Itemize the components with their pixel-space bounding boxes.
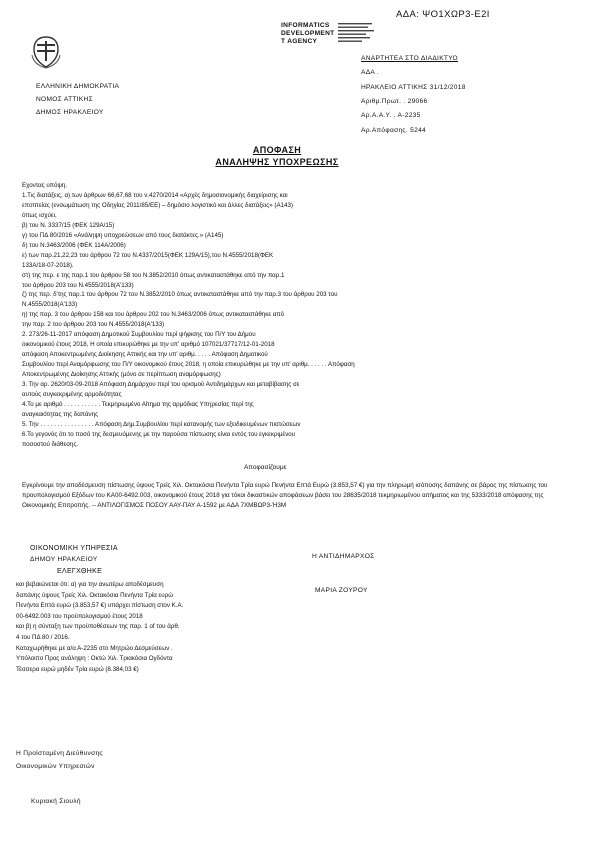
signatory-name: ΜΑΡΙΑ ΖΟΥΡΟΥ (315, 587, 368, 594)
issuer-line-2: ΝΟΜΟΣ ΑΤΤΙΚΗΣ (36, 96, 93, 103)
consideration-line: 1.Τις διατάξεις, α) των άρθρων 66,67,68 του ν.4270/2014 «Αρχές δημοσιονομικής διαχείρισης και (22, 191, 288, 199)
head-of-services-name: Κυριακή Σιουλή (31, 798, 81, 805)
finance-service-line-1: ΟΙΚΟΝΟΜΙΚΗ ΥΠΗΡΕΣΙΑ (30, 545, 118, 552)
checked-stamp: ΕΛΕΓΧΘΗΚΕ (57, 568, 103, 575)
issuer-line-3: ΔΗΜΟΣ ΗΡΑΚΛΕΙΟΥ (36, 109, 104, 116)
consideration-line: γ) του ΠΔ 80/2016 «Ανάληψη υποχρεώσεων από τους διατάκτες.» (Α145) (22, 231, 224, 239)
head-of-services-line-1: Η Προϊσταμένη Διεύθυνσης (16, 750, 103, 757)
finance-service-line-2: ΔΗΜΟΥ ΗΡΑΚΛΕΙΟΥ (30, 556, 98, 563)
approval-paragraph: Εγκρίνουμε την αποδέσμευση πίστωσης ύψους Τρείς Χιλ. Οκτακόσια Πενήντα Τρία ευρώ Πενήντα Επτά Ευρώ (3.853,57 €) για την πληρωμή ισόποσης δαπάνης σε βάρος της πίστωσης του προυπολογισμού Εξόδων του ΚΑ00-6492.003, οικονομικού έτους 2018 για τόκοι δικαστικών αποφάσεων βάσει του 28635/2018 τεκμηριωμένου αιτήματος και της 5333/2018 απόφασης της Οικονομικής Επιτροπής. -- ΑΝΤΙΛΟΓΙΣΜΟΣ ΠΟΣΟΥ ΑΑΥ-ΠΑΥ Α-1592 με ΑΔΑ 7ΧΜΒΩΡ3-Ή3Μ (22, 482, 548, 509)
page-title: ΑΠΟΦΑΣΗ (252, 145, 302, 155)
certification-line: Πενήντα Επτά ευρώ (3.853,57 €) υπάρχει πίστωση στον Κ.Α. (16, 602, 184, 610)
decision-number: Αρ.Απόφασης. 5244 (361, 127, 427, 134)
consideration-line: όπως ισχύει, (22, 211, 57, 219)
protocol-number: Αριθμ.Πρωτ. . 29066 (361, 98, 428, 105)
consideration-line: β) του Ν. 3337/15 (ΦΕΚ 129Α/15) (22, 221, 115, 229)
decide-heading: Αποφασίζουμε (244, 464, 287, 471)
greek-coat-of-arms-icon (29, 35, 63, 69)
consideration-line: Εχοντας υπόψη. (22, 182, 68, 189)
certification-line: 00-6492.003 του προϋπολογισμού έτους 2018 (16, 612, 143, 620)
agency-logo-icon (338, 22, 378, 44)
agency-line-2: DEVELOPMENT (281, 30, 335, 38)
certification-line: και βεβαιώνεται ότι: α) για την ανωτέρω αποδέσμευση (16, 581, 164, 588)
aay-number: Αρ.Α.Α.Υ. . Α-2235 (361, 112, 421, 119)
signatory-role: Η ΑΝΤΙΔΗΜΑΡΧΟΣ (312, 553, 375, 560)
consideration-line: 2. 273/26-11-2017 απόφαση Δημοτικού Συμβουλίου περί ψήφισης του Π/Υ του Δήμου (22, 331, 256, 339)
consideration-line: 3. Την αρ. 2620/03-09-2018 Απόφαση Δημάρχου περί του ορισμού Αντιδημάρχων και μεταβίβασης σε (22, 381, 300, 388)
page-subtitle: ΑΝΑΛΗΨΗΣ ΥΠΟΧΡΕΩΣΗΣ (215, 157, 339, 167)
consideration-line: Συμβουλίου περί Αναμόρφωσης του Π/Υ οικονομικού έτους 2018, η οποία επικυρώθηκε με την υπ' αριθμ. . . . . . Απόφαση (22, 361, 355, 369)
certification-line: Τέσσερα ευρώ μηδέν Τρία ευρώ (8.384,03 €) (16, 665, 139, 673)
issuer-line-1: ΕΛΛΗΝΙΚΗ ΔΗΜΟΚΡΑΤΙΑ (36, 83, 120, 90)
head-of-services-line-2: Οικονομικών Υπηρεσιών (16, 763, 95, 770)
consideration-line: ποσοστού διάθεσης. (22, 440, 79, 448)
place-date: ΗΡΑΚΛΕΙΟ ΑΤΤΙΚΗΣ 31/12/2018 (361, 84, 466, 91)
consideration-line: 133Α/18-07-2018). (22, 261, 74, 269)
agency-line-3: T AGENCY (281, 38, 318, 46)
consideration-line: Ν.4555/2018(Α'133) (22, 301, 78, 309)
certification-line: δαπάνης ύψους Τρείς Χιλ. Οκτακόσια Πενήντα Τρία ευρώ (16, 591, 174, 599)
consideration-line: ζ) της περ. δ'της παρ.1 του άρθρου 72 του Ν.3852/2010 όπως αντικαταστάθηκε από την παρ.3 του άρθρου 203 του (22, 291, 338, 299)
consideration-line: η) της παρ. 3 του άρθρου 158 και του άρθρου 202 του Ν.3463/2006 όπως αντικαταστάθηκε από (22, 311, 285, 319)
ada-label: ΑΔΑ . (361, 69, 380, 76)
consideration-line: την παρ. 2 του άρθρου 203 του Ν.4555/2018(Α'133) (22, 321, 165, 329)
consideration-line: του άρθρου 203 του Ν.4555/2018(Α'133) (22, 281, 134, 289)
consideration-line: απόφαση Αποκεντρωμένης Διοίκησης Αττικής και την υπ' αριθμ. . . . . Απόφαση Δημοτικού (22, 351, 268, 359)
agency-line-1: INFORMATICS (281, 22, 330, 29)
consideration-line: 4.Το με αριθμό . . . . . . . . . . . Τεκμηριωμένο Αίτημα της αρμόδιας Υπηρεσίας περί της (22, 400, 254, 408)
certification-line: Υπόλοιπο Προς ανάληψη : Οκτώ Χιλ. Τριακόσια Ογδόντα (16, 655, 173, 663)
certification-line: και β) η σύνταξη των προϋποθέσεων της παρ. 1 of του άρθ. (16, 623, 180, 631)
consideration-line: εποπτείας (ενσωμάτωση της Οδηγίας 2011/85/ΕΕ) – δημόσιο λογιστικό και άλλες διατάξεις» (Α143) (22, 201, 293, 209)
consideration-line: 6.Το γεγονός ότι το ποσό της δεσμευόμενης με την παρούσα πίστωσης είναι εντός του εγκεκριμένου (22, 430, 296, 438)
consideration-line: αυτούς συγκεκριμένης αρμοδιότητας (22, 390, 122, 398)
consideration-line: Αποκεντρωμένης Διοίκησης Αττικής (μόνο σε περίπτωση αναμόρφωσης) (22, 371, 221, 379)
consideration-line: αναγκαιότητας της δαπάνης (22, 410, 99, 418)
consideration-line: δ) του Ν.3463/2006 (ΦΕΚ 114Α/2006) (22, 241, 126, 249)
consideration-line: στ) της περ. ε της παρ.1 του άρθρου 58 του Ν.3852/2010 όπως αντικαταστάθηκε από την παρ.1 (22, 271, 285, 279)
certification-line: 4 του ΠΔ 80 / 2016. (16, 634, 70, 641)
consideration-line: οικονομικού έτους 2018, Η οποία επικυρώθηκε με την υπ' αριθμό 107021/37717/12-01-2018 (22, 341, 275, 349)
posting-notice: ΑΝΑΡΤΗΤΕΑ ΣΤΟ ΔΙΑΔΙΚΤΥΟ (361, 55, 458, 62)
certification-line: Καταχωρήθηκε με α/α Α-2235 στο Μητρώο Δεσμεύσεων . (16, 644, 173, 652)
consideration-line: ε) των παρ.21,22,23 του άρθρου 72 του Ν.4337/2015(ΦΕΚ 129Α/15),του Ν.4555/2018(ΦΕΚ (22, 251, 274, 259)
consideration-line: 5. Την . . . . . . . . . . . . . . . . Απόφαση Δημ.Συμβουλίου περί κατανομής των εξειδικευμένων πιστώσεων (22, 420, 301, 428)
agency-logo (281, 22, 335, 47)
ada-top: ΑΔΑ: ΨΟ1ΧΩΡ3-Ε2Ι (396, 9, 490, 20)
